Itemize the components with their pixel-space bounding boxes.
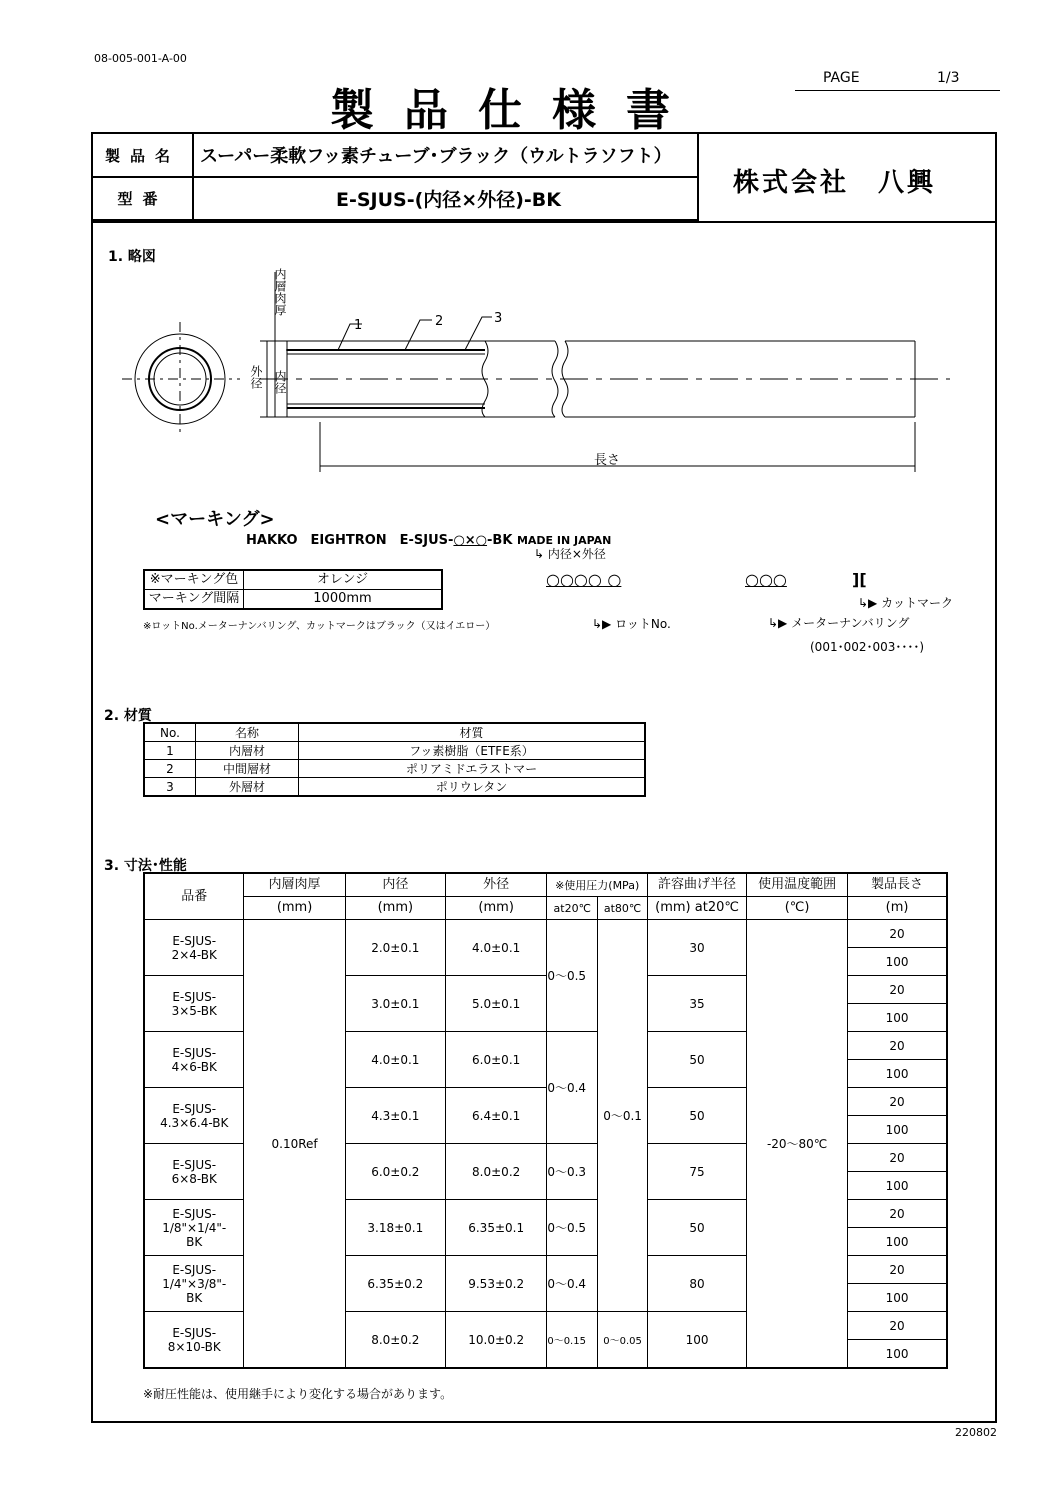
model-cell: E-SJUS- 4.3×6.4-BK [144,1088,244,1144]
od-unit: (mm) [446,897,547,920]
material-header-name: 名称 [196,723,299,742]
od-cell: 9.53±0.2 [446,1256,547,1312]
meter-code: ○○○ [745,570,787,589]
length-cell: 20 [848,1312,947,1340]
marking-color-label: ※マーキング色 [144,570,244,590]
inner-diameter-label: 内径 [273,370,287,394]
model-label: 型番 [93,178,194,221]
section3-title: 3. 寸法･性能 [104,858,187,874]
bend-cell: 50 [647,1088,746,1144]
marking-interval-value: 1000mm [244,590,443,610]
document-number: 08-005-001-A-00 [94,52,187,65]
perf-header-row-1 [144,873,947,897]
id-unit: (mm) [345,897,445,920]
model-cell: E-SJUS- 2×4-BK [144,920,244,976]
model-cell: E-SJUS- 8×10-BK [144,1312,244,1369]
p20-cell: 0～0.4 [547,1032,598,1144]
temp-unit: (℃) [747,897,848,920]
length-cell: 100 [848,1228,947,1256]
marking-row [144,590,442,610]
col-length: 製品長さ [848,873,947,897]
id-cell: 4.0±0.1 [345,1032,445,1088]
marking-title: <マーキング> [155,509,275,530]
material-table [143,722,646,797]
label-1: 1 [354,318,363,333]
lot-code: ○○○○ ○ [546,570,622,589]
col-pressure: ※使用圧力(MPa) [547,873,648,897]
marking-text-a: HAKKO EIGHTRON E-SJUS- [246,533,454,548]
col-thickness: 内層肉厚 [244,873,345,897]
p20-cell: 0～0.3 [547,1144,598,1200]
p20-header: at20℃ [547,897,598,920]
bend-unit: (mm) at20℃ [647,897,746,920]
marking-table [143,569,443,610]
p80-cell: 0～0.05 [598,1312,648,1369]
id-cell: 2.0±0.1 [345,920,445,976]
col-id: 内径 [345,873,445,897]
product-name-label: 製品名 [93,134,194,178]
length-cell: 100 [848,1172,947,1200]
length-cell: 20 [848,1032,947,1060]
bend-cell: 35 [647,976,746,1032]
outer-diameter-label: 外径 [249,365,263,389]
length-label: 長さ [594,453,621,468]
company-name: 株式会社 八興 [733,168,937,198]
length-cell: 20 [848,1144,947,1172]
lot-no-label: ↳▶ ロットNo. [592,617,671,631]
bend-cell: 50 [647,1032,746,1088]
length-cell: 20 [848,920,947,948]
material-header-material: 材質 [299,723,646,742]
p80-cell: 0～0.1 [598,920,648,1312]
id-cell: 3.18±0.1 [345,1200,445,1256]
od-cell: 8.0±0.2 [446,1144,547,1200]
col-od: 外径 [446,873,547,897]
size-note: ↳ 内径×外径 [534,547,606,561]
bend-cell: 100 [647,1312,746,1369]
p20-cell: 0～0.15 [547,1312,598,1369]
length-cell: 100 [848,1340,947,1369]
bend-cell: 30 [647,920,746,976]
marking-row [144,570,442,590]
table-row: 2 中間層材 ポリアミドエラストマー [144,760,645,778]
model-cell: E-SJUS- 4×6-BK [144,1032,244,1088]
temp-cell: -20～80℃ [747,920,848,1369]
id-cell: 8.0±0.2 [345,1312,445,1369]
length-cell: 100 [848,1060,947,1088]
footer-code: 220802 [955,1426,997,1439]
od-cell: 5.0±0.1 [446,976,547,1032]
marking-made-in: MADE IN JAPAN [516,534,612,547]
marking-text-c: -BK [487,533,513,548]
page-label: PAGE [823,70,860,86]
length-cell: 100 [848,1004,947,1032]
header-divider [93,221,995,223]
marking-color-value: オレンジ [244,570,443,590]
id-cell: 4.3±0.1 [345,1088,445,1144]
p20-cell: 0～0.5 [547,920,598,1032]
perf-header-row-2 [144,897,947,920]
length-unit: (m) [848,897,947,920]
bend-cell: 50 [647,1200,746,1256]
length-cell: 20 [848,1256,947,1284]
od-cell: 10.0±0.2 [446,1312,547,1369]
page-number: 1/3 [937,70,960,86]
meter-numbering-label: ↳▶ メーターナンバリング [768,616,910,630]
model-cell: E-SJUS- 3×5-BK [144,976,244,1032]
length-cell: 100 [848,1284,947,1312]
performance-table [143,872,948,1369]
id-cell: 6.35±0.2 [345,1256,445,1312]
material-header-no: No. [144,723,196,742]
meter-example: (001･002･003････) [810,640,925,654]
cut-code: ][ [852,570,867,589]
model-cell: E-SJUS- 1/8"×1/4"- BK [144,1200,244,1256]
cut-mark-label: ↳▶ カットマーク [858,596,953,610]
label-3: 3 [494,311,503,326]
col-bend: 許容曲げ半径 [647,873,746,897]
bend-cell: 80 [647,1256,746,1312]
page-title: 製品仕様書 [330,85,700,136]
id-cell: 6.0±0.2 [345,1144,445,1200]
length-cell: 20 [848,1088,947,1116]
thickness-unit: (mm) [244,897,345,920]
table-row: 3 外層材 ポリウレタン [144,778,645,797]
od-cell: 6.35±0.1 [446,1200,547,1256]
length-cell: 20 [848,976,947,1004]
col-model: 品番 [144,873,244,920]
page-indicator [795,70,1000,91]
od-cell: 6.4±0.1 [446,1088,547,1144]
label-2: 2 [435,314,444,329]
section1-title: 1. 略図 [108,249,156,265]
material-header-row [144,723,645,742]
marking-interval-label: マーキング間隔 [144,590,244,610]
inner-thickness-label: 内層肉厚 [273,268,287,316]
tube-drawing [110,262,960,477]
marking-size: ○×○ [453,533,488,548]
product-name: スーパー柔軟フッ素チューブ･ブラック（ウルトラソフト） [194,134,699,178]
length-cell: 100 [848,1116,947,1144]
p80-header: at80℃ [598,897,648,920]
od-cell: 6.0±0.1 [446,1032,547,1088]
length-cell: 100 [848,948,947,976]
id-cell: 3.0±0.1 [345,976,445,1032]
table-row [144,920,947,948]
table-row: 1 内層材 フッ素樹脂（ETFE系） [144,742,645,760]
length-cell: 20 [848,1200,947,1228]
marking-note: ※ロットNo.メーターナンバリング、カットマークはブラック（又はイエロー） [143,621,496,632]
od-cell: 4.0±0.1 [446,920,547,976]
model-cell: E-SJUS- 6×8-BK [144,1144,244,1200]
pressure-note: ※耐圧性能は、使用継手により変化する場合があります。 [143,1387,453,1401]
col-temp: 使用温度範囲 [747,873,848,897]
model-cell: E-SJUS- 1/4"×3/8"- BK [144,1256,244,1312]
p20-cell: 0～0.5 [547,1200,598,1256]
model-number: E-SJUS-(内径×外径)-BK [194,178,699,221]
section2-title: 2. 材質 [104,708,152,724]
p20-cell: 0～0.4 [547,1256,598,1312]
thickness-cell: 0.10Ref [244,920,345,1369]
bend-cell: 75 [647,1144,746,1200]
